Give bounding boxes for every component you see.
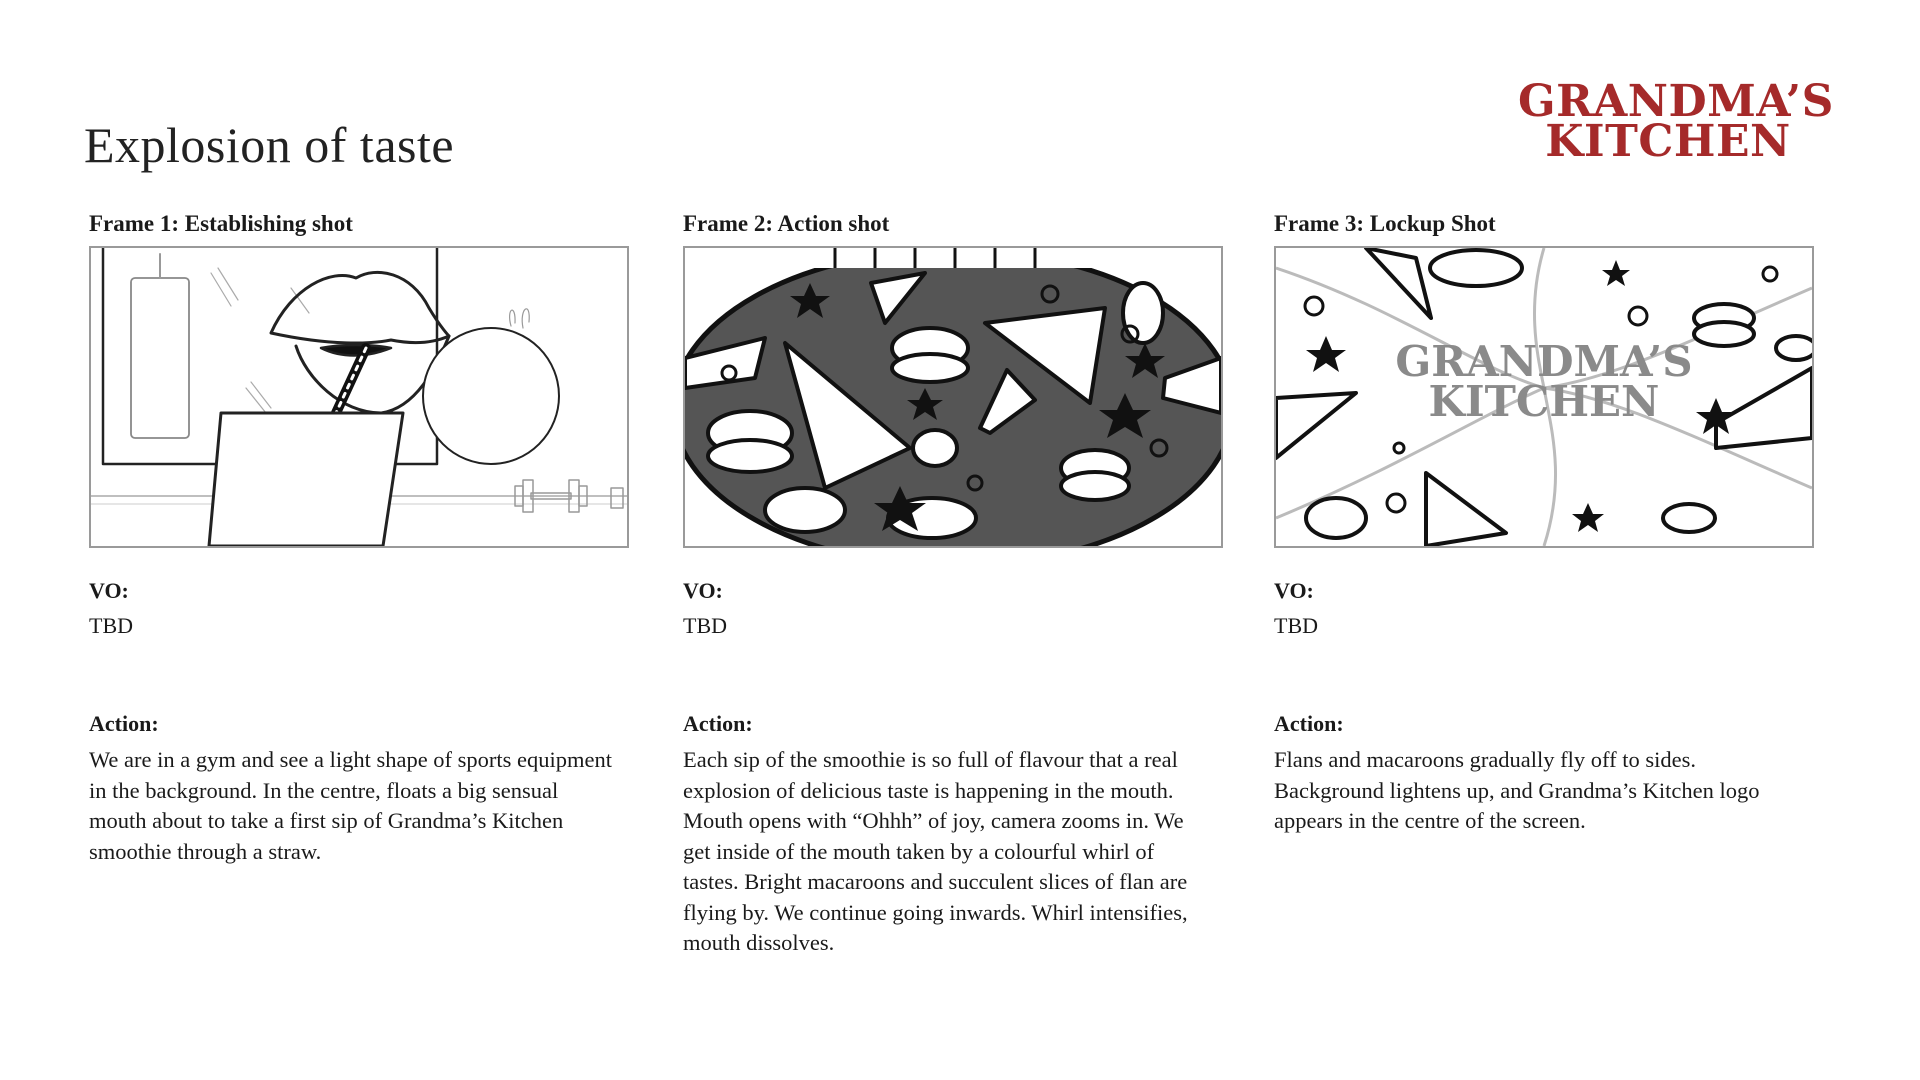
frame-1-column xyxy=(89,208,629,864)
frame-1-action-text: We are in a gym and see a light shape of sports equipment in the background. In the centre, floats a big sensual mouth about to take a first sip of Grandma’s Kitchen smoothie through a straw. xyxy=(89,747,613,864)
page-title: Explosion of taste xyxy=(84,116,455,173)
frame-2-vo-value: TBD xyxy=(683,613,727,638)
frame-3-heading: Frame 3: Lockup Shot xyxy=(1274,211,1496,236)
frame-2-sketch xyxy=(683,246,1223,548)
brand-logo-line2: KITCHEN xyxy=(1545,116,1791,167)
lockup-sketch xyxy=(1276,248,1812,546)
frame-3-column xyxy=(1274,208,1814,833)
frame-1-heading: Frame 1: Establishing shot xyxy=(89,211,353,236)
frame-1-vo-label: VO: xyxy=(89,578,129,603)
frame-1-sketch xyxy=(89,246,629,548)
brand-logo-line1: GRANDMA’S xyxy=(1518,76,1834,127)
taste-explosion-sketch xyxy=(685,248,1221,546)
frame-3-action-text: Flans and macaroons gradually fly off to sides. Background lightens up, and Grandma’s Kitchen logo appears in the centre of the screen. xyxy=(1274,747,1760,833)
frame-2-action-label: Action: xyxy=(683,711,753,736)
frame-3-logo-line2: KITCHEN xyxy=(1428,377,1660,426)
frame-1-action-label: Action: xyxy=(89,711,159,736)
gym-mouth-sketch xyxy=(91,248,627,546)
frame-3-sketch xyxy=(1274,246,1814,548)
frame-2-heading: Frame 2: Action shot xyxy=(683,211,890,236)
frame-2-column xyxy=(683,208,1223,955)
frame-3-vo-value: TBD xyxy=(1274,613,1318,638)
frame-2-action-text: Each sip of the smoothie is so full of flavour that a real explosion of delicious taste is happening in the mouth. Mouth opens with “Ohhh” of joy, camera zooms in. We get inside of the mouth taken by a colourful whirl of tastes. Bright macaroons and succulent slices of flan are flying by. We continue going inwards. Whirl intensifies, mouth dissolves. xyxy=(683,747,1188,955)
frame-2-vo-label: VO: xyxy=(683,578,723,603)
frame-3-logo-line1: GRANDMA’S xyxy=(1395,337,1693,386)
brand-logo xyxy=(1518,76,1834,167)
frame-3-action-label: Action: xyxy=(1274,711,1344,736)
frame-1-vo-value: TBD xyxy=(89,613,133,638)
frame-3-vo-label: VO: xyxy=(1274,578,1314,603)
